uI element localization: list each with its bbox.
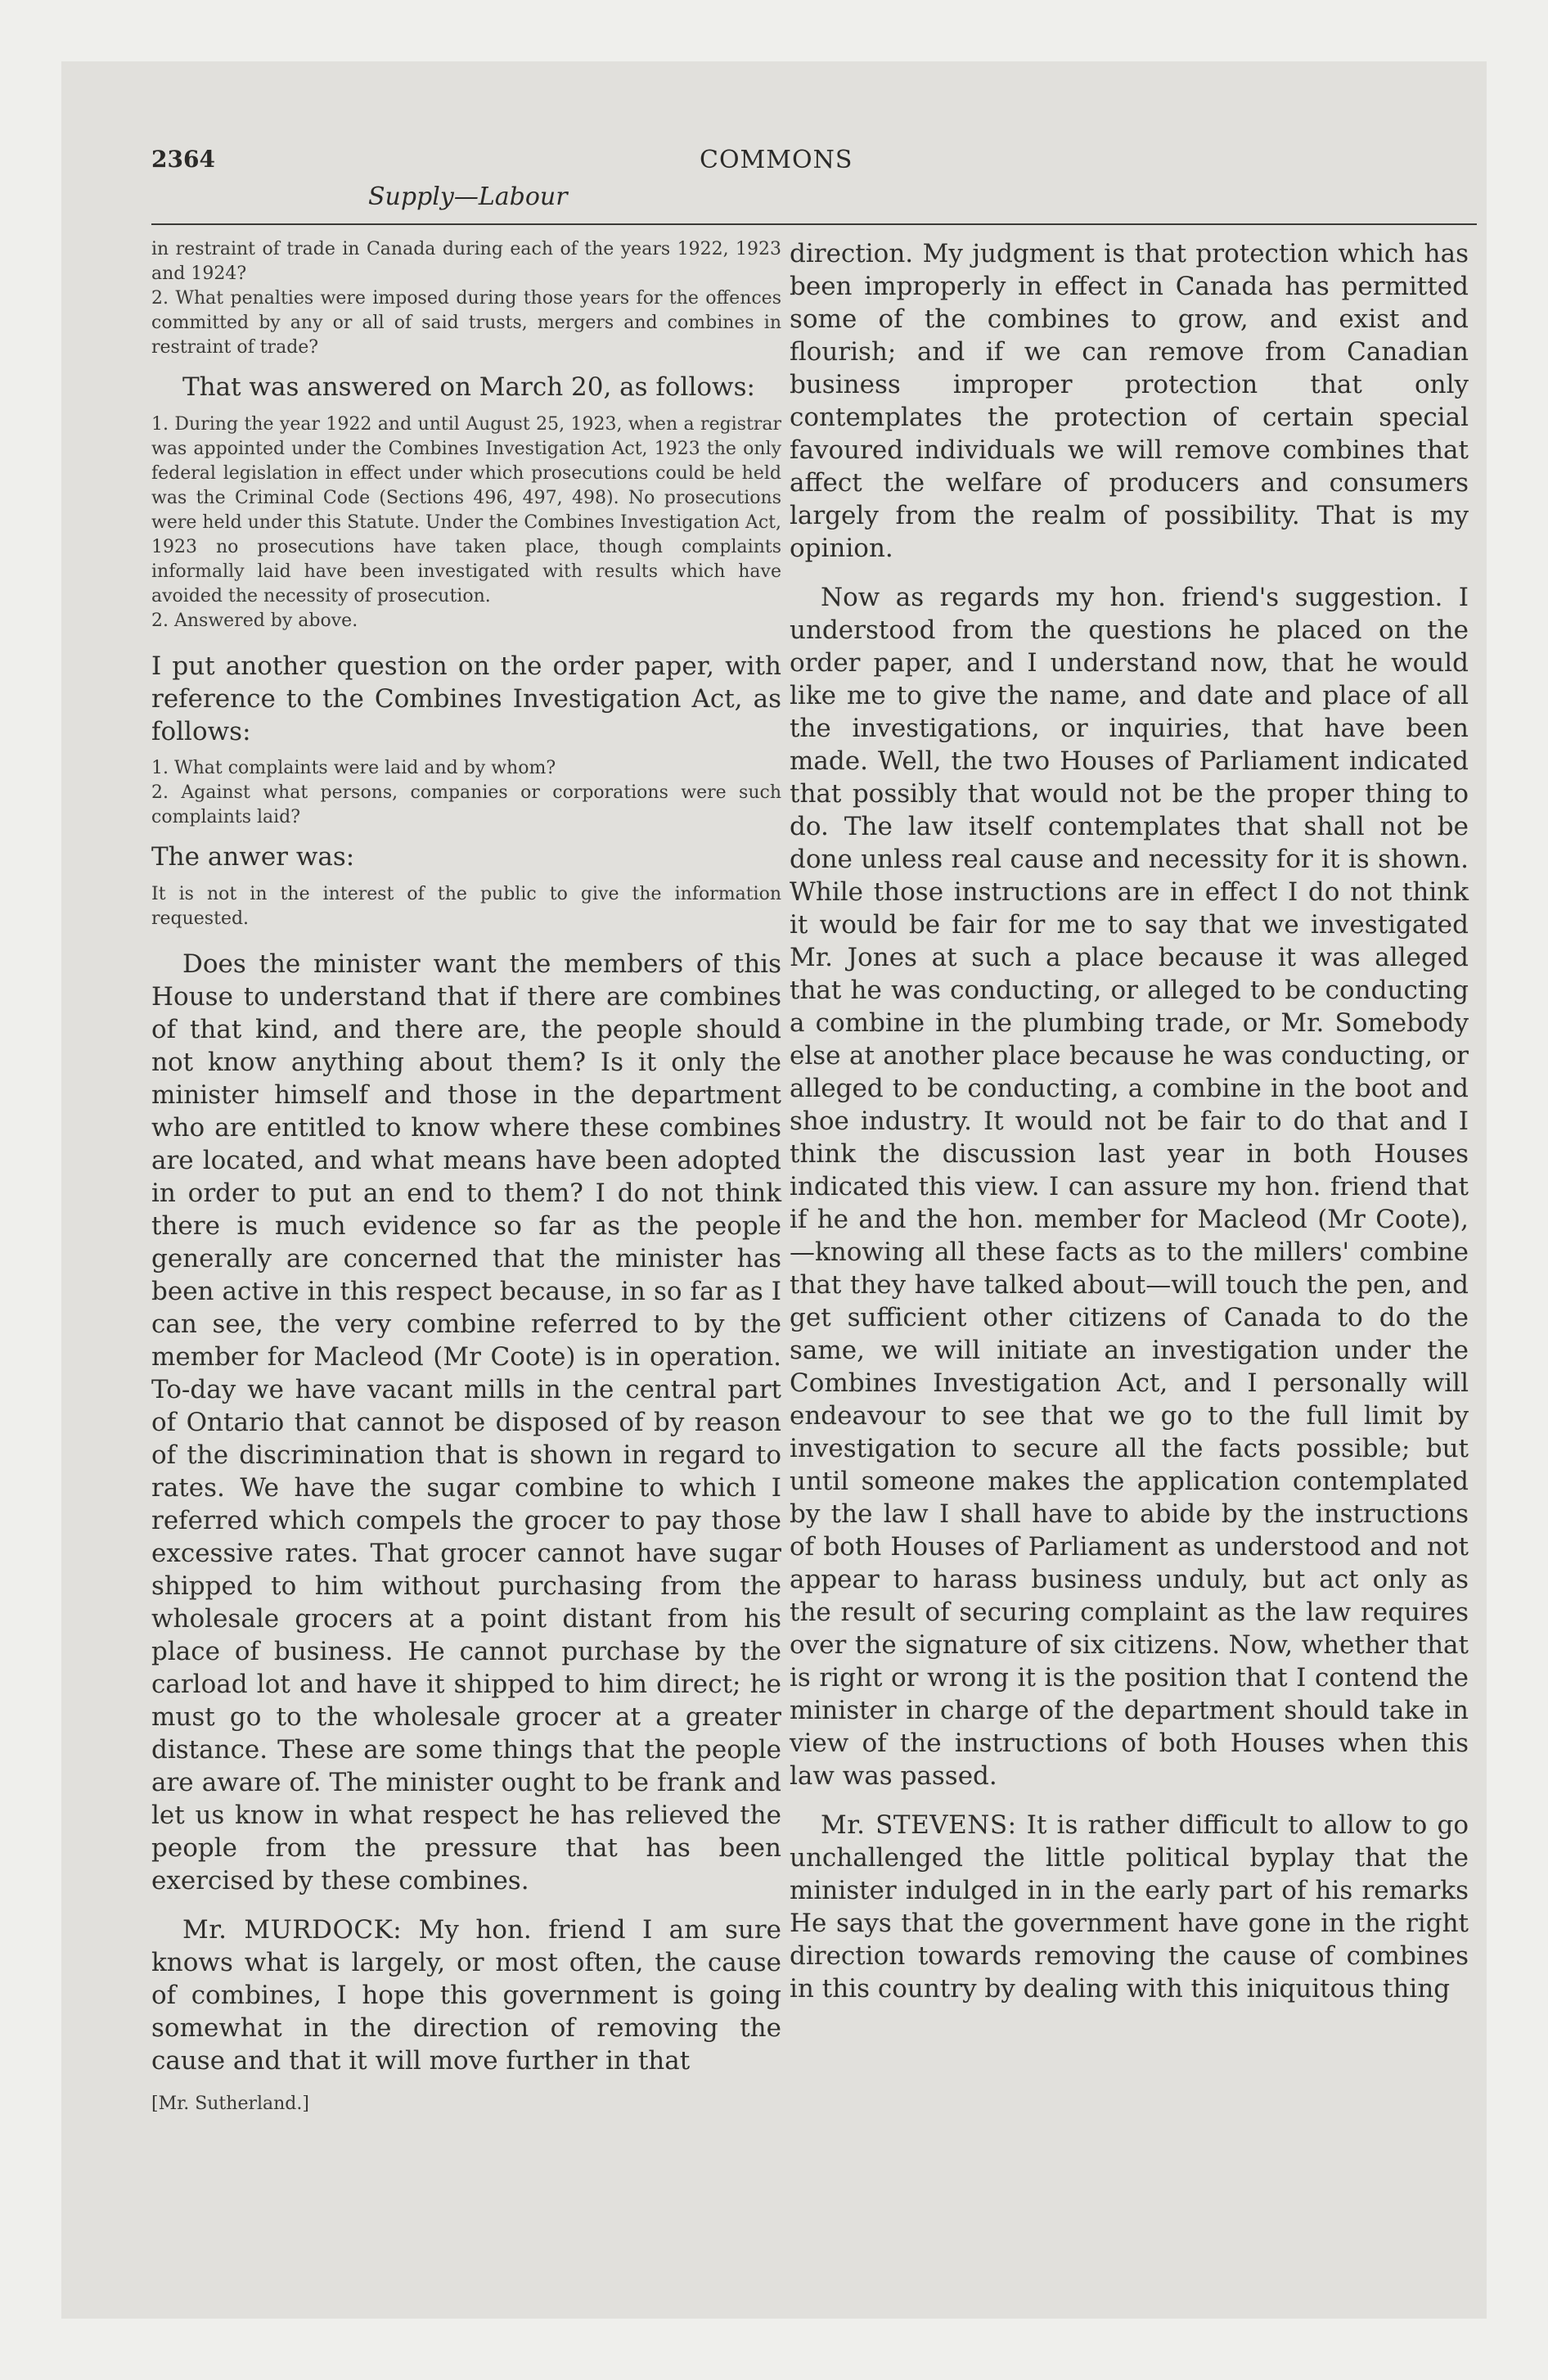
speaker-stevens: Mr. STEVENS: — [821, 1810, 1017, 1840]
another-question-para: I put another question on the order paper, with reference to the Combines Investigation Act, as follows: — [151, 651, 781, 746]
complaint-question-2: 2. Against what persons, companies or corporations were such complaints laid? — [151, 782, 781, 827]
answer-1: 1. During the year 1922 and until August 25, 1923, when a registrar was appointed under the Combines Investigation Act, 1923 the only federal legislation in effect under which prosecutions could be held was the Criminal Code (Sections 496, 497, 498). No prosecutions were held under this Statute. Under the Combines Investigation Act, 1923 no prosecutions have taken place, though complaints informally laid have been investigated with results which have avoided the necessity of prosecution. — [151, 414, 781, 606]
document-sheet — [61, 61, 1487, 2319]
speaker-murdock: Mr. MURDOCK: — [182, 1915, 403, 1945]
answer-2: 2. Answered by above. — [151, 611, 358, 631]
footer-note: [Mr. Sutherland.] — [151, 2094, 309, 2114]
page-number: 2364 — [151, 146, 215, 173]
page-scan — [61, 61, 1487, 2319]
stevens-text: It is rather difficult to allow to go unchallenged the little political byplay that the minister indulged in in the early part of his remarks He says that the government have gone in the right direction towards removing the cause of combines in this country by dealing with this iniquitous thing — [790, 1810, 1469, 2004]
question-2: 2. What penalties were imposed during those years for the offences committed by any or all of said trusts, mergers and combines in restraint of trade? — [151, 288, 781, 358]
suggestion-paragraph: Now as regards my hon. friend's suggestion. I understood from the questions he placed on the order paper, and I understand now, that he would like me to give the name, and date and place of all the investigations, or inquiries, that have been made. Well, the two Houses of Parliament indicated that possibly that would not be the proper thing to do. The law itself contemplates that shall not be done unless real cause and necessity for it is shown. While those instructions are in effect I do not think it would be fair for me to say that we investigated Mr. Jones at such a place because it was alleged that he was conducting, or alleged to be conducting a combine in the plumbing trade, or Mr. Somebody else at another place because he was conducting, or alleged to be conducting, a combine in the boot and shoe industry. It would not be fair to do that and I think the discussion last year in both Houses indicated this view. I can assure my hon. friend that if he and the hon. member for Macleod (Mr Coote),—knowing all these facts as to the millers' combine that they have talked about—will touch the pen, and get sufficient other citizens of Canada to do the same, we will initiate an investigation under the Combines Investigation Act, and I personally will endeavour to see that we go to the full limit by investigation to secure all the facts possible; but until someone makes the application contemplated by the law I shall have to abide by the instructions of both Houses of Parliament as understood and not appear to harass business unduly, but act only as the result of securing complaint as the law requires over the signature of six citizens. Now, whether that is right or wrong it is the position that I contend the minister in charge of the department should take in view of the instructions of both Houses when this law was passed. — [790, 583, 1469, 1791]
question-continued: in restraint of trade in Canada during each of the years 1922, 1923 and 1924? — [151, 239, 781, 284]
anwer-lead: The anwer was: — [151, 842, 355, 872]
stevens-paragraph — [790, 1809, 1469, 2005]
murdock-text: My hon. friend I am sure knows what is largely, or most often, the cause of combines, I hope this government is going somewhat in the direction of removing the cause and that it will move further in that — [151, 1915, 781, 2076]
murdock-paragraph — [151, 1913, 781, 2077]
answered-lead: That was answered on March 20, as follows: — [182, 372, 755, 402]
running-title: COMMONS — [700, 146, 853, 174]
right-column — [790, 237, 1469, 2005]
header-rule — [151, 223, 1477, 225]
minister-paragraph: Does the minister want the members of this House to understand that if there are combines of that kind, and there are, the people should not know anything about them? Is it only the minister himself and those in the department who are entitled to know where these combines are located, and what means have been adopted in order to put an end to them? I do not think there is much evidence so far as the people generally are concerned that the minister has been active in this respect because, in so far as I can see, the very combine referred to by the member for Macleod (Mr Coote) is in operation. To-day we have vacant mills in the central part of Ontario that cannot be disposed of by reason of the discrimination that is shown in regard to rates. We have the sugar combine to which I referred which compels the grocer to pay those excessive rates. That grocer cannot have sugar shipped to him without purchasing from the wholesale grocers at a point distant from his place of business. He cannot purchase by the carload lot and have it shipped to him direct; he must go to the wholesale grocer at a greater distance. These are some things that the people are aware of. The minister ought to be frank and let us know in what respect he has relieved the people from the pressure that has been exercised by these combines. — [151, 949, 781, 1895]
section-subtitle: Supply—Labour — [368, 183, 568, 211]
complaint-question-1: 1. What complaints were laid and by whom? — [151, 758, 556, 778]
left-column — [151, 237, 781, 2116]
direction-paragraph: direction. My judgment is that protection which has been improperly in effect in Canada has permitted some of the combines to grow, and exist and flourish; and if we can remove from Canadian business improper protection that only contemplates the protection of certain special favoured individuals we will remove combines that affect the welfare of producers and consumers largely from the realm of possibility. That is my opinion. — [790, 239, 1469, 563]
anwer-text: It is not in the interest of the public to give the information requested. — [151, 884, 781, 929]
